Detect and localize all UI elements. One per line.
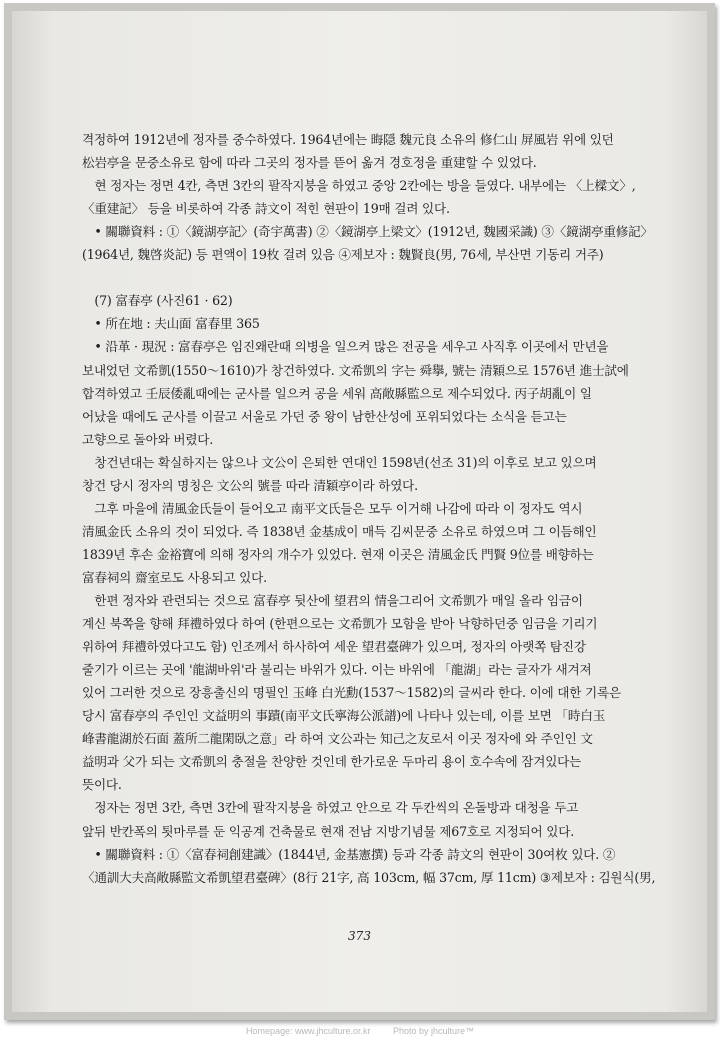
text-line: 계신 북쪽을 향해 拜禮하였다 하여 (한편으로는 文希凱가 모함을 받아 낙향하던중 임금을 기리기	[82, 616, 598, 632]
homepage-credit: Homepage: www.jhculture.or.kr	[245, 1026, 371, 1036]
text-line: 富春祠의 齋室로도 사용되고 있다.	[82, 569, 267, 585]
text-line: • 所在地 : 夫山面 富春里 365	[82, 316, 260, 332]
page-number: 373	[348, 929, 371, 943]
text-line: 보내었던 文希凱(1550～1610)가 창건하였다. 文希凱의 字는 舜擧, 號는 清穎으로 1576년 進士試에	[82, 362, 629, 378]
text-line: 정자는 정면 3칸, 측면 3칸에 팔작지붕을 하였고 안으로 각 두칸씩의 온돌방과 대청을 두고	[82, 800, 579, 816]
text-line: • 關聯資料 : ①〈鏡湖亭記〉(奇宇萬書) ②〈鏡湖亭上梁文〉(1912년, 魏國采識) ③〈鏡湖亭重修記〉	[82, 224, 653, 240]
photo-credit-footer	[0, 1022, 720, 1041]
text-line: 있어 그러한 것으로 장흥출신의 명필인 玉峰 白光勳(1537～1582)의 글씨라 한다. 이에 대한 기록은	[82, 685, 621, 701]
text-line: 뜻이다.	[82, 777, 122, 793]
text-line: 〈重建記〉 등을 비롯하여 각종 詩文이 적힌 현판이 19매 걸려 있다.	[82, 201, 450, 217]
text-line: 고향으로 돌아와 버렸다.	[82, 431, 214, 447]
text-line: 당시 富春亭의 주인인 文益明의 事蹟(南平文氏寧海公派譜)에 나타나 있는데, 이를 보면 「時白玉	[82, 708, 606, 724]
text-line: • 沿革 · 現況 : 富春亭은 임진왜란때 의병을 일으켜 많은 전공을 세우고 사직후 이곳에서 만년을	[82, 339, 609, 355]
text-line: 峰書龍湖於石面 蓋所二龍閑臥之意」라 하여 文公과는 知己之友로서 이곳 정자에 와 주인인 文	[82, 731, 593, 747]
scan-frame	[4, 3, 715, 1020]
text-line: 清風金氏 소유의 것이 되었다. 즉 1838년 金基成이 매득 김씨문중 소유로 하였으며 그 이듬해인	[82, 523, 597, 539]
text-line: 현 정자는 정면 4칸, 측면 3칸의 팔작지붕을 하였고 중앙 2칸에는 방을 들였다. 내부에는 〈上樑文〉,	[82, 178, 636, 194]
text-line: 격정하여 1912년에 정자를 중수하였다. 1964년에는 晦隠 魏元良 소유의 修仁山 屏風岩 위에 있던	[82, 132, 614, 147]
text-line: 창건 당시 정자의 명칭은 文公의 號를 따라 清穎亭이라 하였다.	[82, 477, 418, 493]
photo-credit: Photo by jhculture™	[393, 1026, 475, 1036]
text-line: 1839년 후손 金裕寶에 의해 정자의 개수가 있었다. 현재 이곳은 清風金氏 門賢 9位를 배향하는	[82, 546, 594, 562]
text-line: 한편 정자와 관련되는 것으로 富春亭 뒷산에 望君의 情을그리어 文希凱가 매일 올라 임금이	[82, 593, 583, 608]
text-line: 〈通訓大夫高敞縣監文希凱望君臺碑〉(8行 21字, 高 103cm, 幅 37cm, 厚 11cm) ③제보자 : 김원식(男,	[82, 869, 656, 885]
text-line: 앞뒤 반칸폭의 툇마루를 둔 익공계 건축물로 현재 전남 지방기념물 제67호로 지정되어 있다.	[82, 823, 575, 839]
text-line: 그후 마을에 清風金氏들이 들어오고 南平文氏들은 모두 이거해 나감에 따라 이 정자도 역시	[82, 500, 583, 516]
text-line: 松岩亭을 문중소유로 함에 따라 그곳의 정자를 뜯어 옮겨 경호정을 重建할 수 있었다.	[82, 155, 537, 171]
text-line: • 關聯資料 : ①〈富春祠創建識〉(1844년, 金基憲撰) 등과 각종 詩文의 현판이 30여枚 있다. ②	[82, 846, 616, 862]
text-line: 위하여 拜禮하였다고도 함) 인조께서 하사하여 세운 望君臺碑가 있으며, 정자의 아랫쪽 탐진강	[82, 639, 586, 655]
text-line: 어났을 때에도 군사를 이끌고 서울로 가던 중 왕이 남한산성에 포위되었다는 소식을 듣고는	[82, 408, 567, 424]
text-line: 줄기가 이르는 곳에 '龍湖바위'라 불리는 바위가 있다. 이는 바위에 「龍湖」라는 글자가 새겨져	[82, 662, 592, 678]
text-line: (7) 富春亭 (사진61 · 62)	[82, 293, 233, 309]
text-line: 합격하였고 壬辰倭亂때에는 군사를 일으켜 공을 세워 高敞縣監으로 제수되었다. 丙子胡亂이 일	[82, 385, 592, 401]
text-line: (1964년, 魏啓炎記) 등 편액이 19枚 걸려 있음 ④제보자 : 魏賢良(男, 76세, 부산면 기동리 거주)	[82, 247, 604, 263]
text-line: 창건년대는 확실하지는 않으나 文公이 은퇴한 연대인 1598년(선조 31)의 이후로 보고 있으며	[82, 454, 597, 470]
book-page	[12, 11, 707, 1012]
text-line: 益明과 父가 되는 文希凱의 충절을 찬양한 것인데 한가로운 두마리 용이 호수속에 잠겨있다는	[82, 754, 582, 770]
